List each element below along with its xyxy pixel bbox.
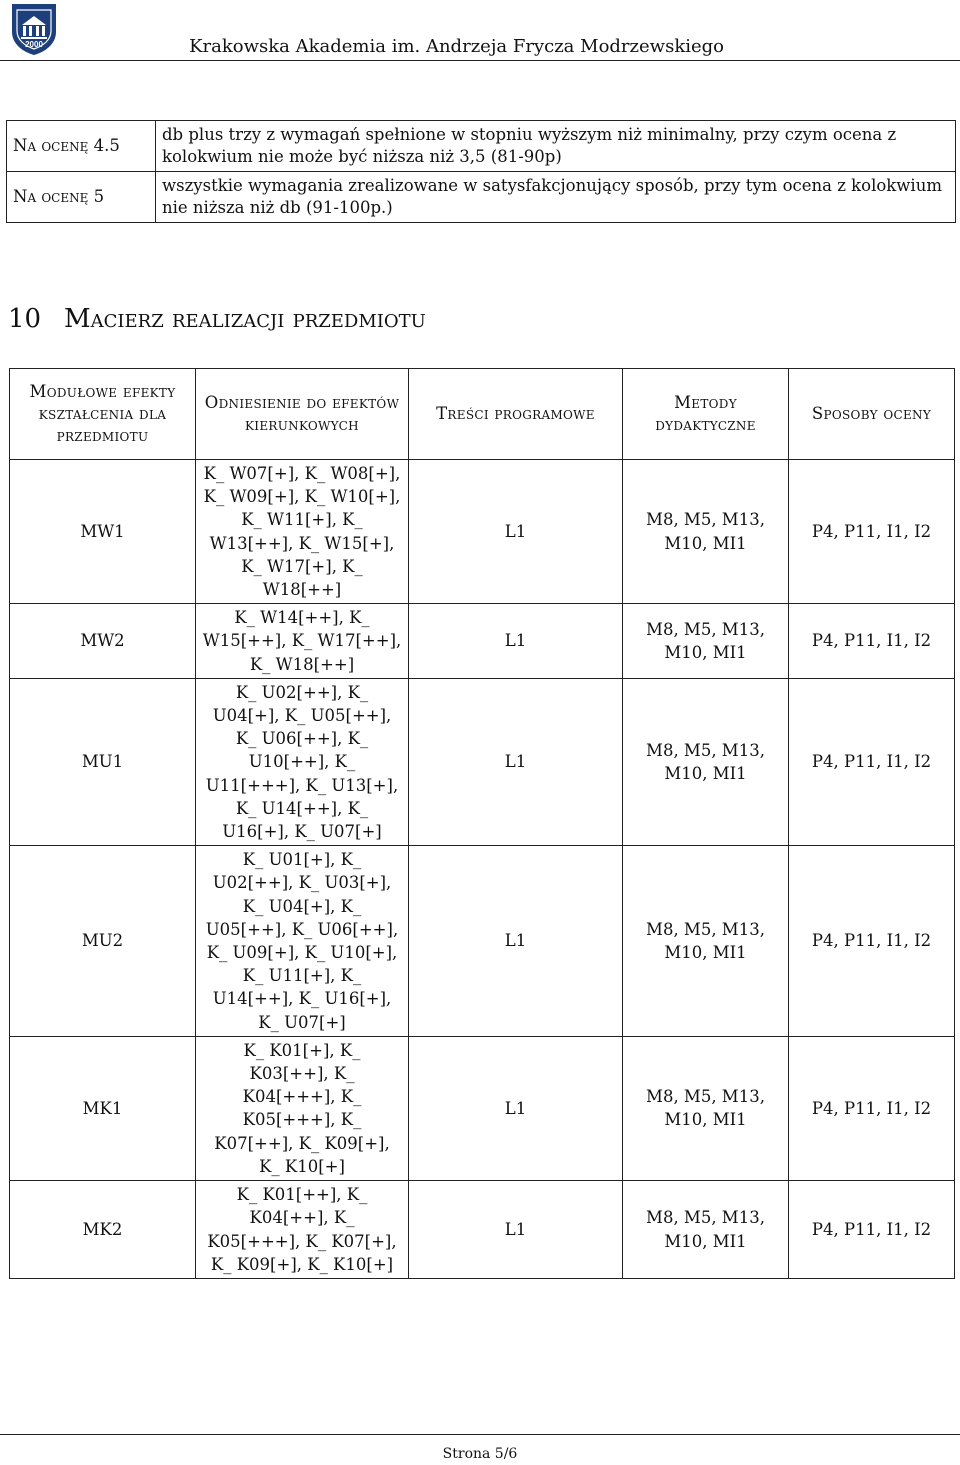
grading-criteria-table — [6, 120, 956, 223]
university-name: Krakowska Akademia im. Andrzeja Frycza Modrzewskiego — [189, 36, 724, 57]
realization-matrix-table — [9, 368, 955, 1279]
assessment-methods: P4, P11, I1, I2 — [789, 604, 955, 679]
reference-codes: K_ W07[+], K_ W08[+], K_ W09[+], K_ W10[+], K_ W11[+], K_ W13[++], K_ W15[+], K_ W17[+], K_ W18[++] — [196, 460, 409, 604]
column-header-references: Odniesienie do efektów kierunkowych — [196, 369, 409, 460]
table-row — [10, 1181, 955, 1279]
column-header-methods: Metody dydaktyczne — [623, 369, 789, 460]
reference-codes: K_ W14[++], K_ W15[++], K_ W17[++], K_ W18[++] — [196, 604, 409, 679]
footer-divider — [0, 1434, 960, 1435]
table-row — [10, 460, 955, 604]
grade-description: db plus trzy z wymagań spełnione w stopniu wyższym niż minimalny, przy czym ocena z kolokwium nie może być niższa niż 3,5 (81-90p) — [156, 121, 956, 172]
column-header-content: Treści programowe — [409, 369, 623, 460]
effect-code: MK1 — [10, 1036, 196, 1180]
program-content: L1 — [409, 846, 623, 1037]
logo-year-text: 2000 — [25, 40, 43, 49]
table-row — [10, 846, 955, 1037]
table-row — [7, 172, 956, 223]
table-row — [10, 1036, 955, 1180]
program-content: L1 — [409, 460, 623, 604]
table-row — [10, 678, 955, 845]
effect-code: MU2 — [10, 846, 196, 1037]
reference-codes: K_ U02[++], K_ U04[+], K_ U05[++], K_ U06[++], K_ U10[++], K_ U11[+++], K_ U13[+], K_ U14[++], K_ U16[+], K_ U07[+] — [196, 678, 409, 845]
page-number: Strona 5/6 — [442, 1446, 518, 1462]
table-row — [7, 121, 956, 172]
assessment-methods: P4, P11, I1, I2 — [789, 846, 955, 1037]
assessment-methods: P4, P11, I1, I2 — [789, 460, 955, 604]
program-content: L1 — [409, 604, 623, 679]
effect-code: MW1 — [10, 460, 196, 604]
teaching-methods: M8, M5, M13, M10, MI1 — [623, 460, 789, 604]
teaching-methods: M8, M5, M13, M10, MI1 — [623, 846, 789, 1037]
grade-label: Na ocenę 5 — [7, 172, 156, 223]
reference-codes: K_ U01[+], K_ U02[++], K_ U03[+], K_ U04[+], K_ U05[++], K_ U06[++], K_ U09[+], K_ U10[+], K_ U11[+], K_ U14[++], K_ U16[+], K_ U07[+] — [196, 846, 409, 1037]
table-header-row — [10, 369, 955, 460]
column-header-assessment: Sposoby oceny — [789, 369, 955, 460]
section-heading — [8, 304, 426, 334]
section-title-text: Macierz realizacji przedmiotu — [64, 304, 426, 334]
teaching-methods: M8, M5, M13, M10, MI1 — [623, 1036, 789, 1180]
grade-description: wszystkie wymagania zrealizowane w satysfakcjonujący sposób, przy tym ocena z kolokwium nie niższa niż db (91-100p.) — [156, 172, 956, 223]
program-content: L1 — [409, 678, 623, 845]
assessment-methods: P4, P11, I1, I2 — [789, 1181, 955, 1279]
university-crest-icon — [4, 2, 64, 56]
teaching-methods: M8, M5, M13, M10, MI1 — [623, 678, 789, 845]
column-header-effects: Modułowe efekty kształcenia dla przedmiotu — [10, 369, 196, 460]
grade-label: Na ocenę 4.5 — [7, 121, 156, 172]
program-content: L1 — [409, 1036, 623, 1180]
reference-codes: K_ K01[+], K_ K03[++], K_ K04[+++], K_ K05[+++], K_ K07[++], K_ K09[+], K_ K10[+] — [196, 1036, 409, 1180]
effect-code: MK2 — [10, 1181, 196, 1279]
effect-code: MU1 — [10, 678, 196, 845]
section-number: 10 — [8, 304, 42, 334]
assessment-methods: P4, P11, I1, I2 — [789, 1036, 955, 1180]
table-row — [10, 604, 955, 679]
program-content: L1 — [409, 1181, 623, 1279]
teaching-methods: M8, M5, M13, M10, MI1 — [623, 604, 789, 679]
effect-code: MW2 — [10, 604, 196, 679]
assessment-methods: P4, P11, I1, I2 — [789, 678, 955, 845]
reference-codes: K_ K01[++], K_ K04[++], K_ K05[+++], K_ K07[+], K_ K09[+], K_ K10[+] — [196, 1181, 409, 1279]
teaching-methods: M8, M5, M13, M10, MI1 — [623, 1181, 789, 1279]
header-divider — [0, 60, 960, 61]
